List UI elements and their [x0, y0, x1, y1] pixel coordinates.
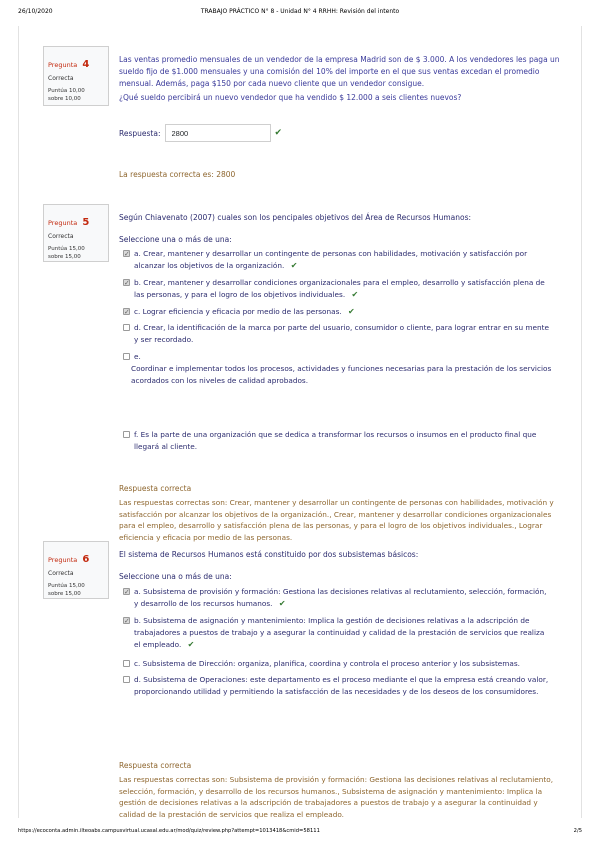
question-number: 4 — [82, 59, 90, 70]
correct-check-icon: ✔ — [278, 599, 286, 608]
print-header — [18, 8, 582, 20]
question-number: 6 — [82, 554, 90, 565]
content-frame — [18, 26, 582, 818]
correct-answer-title: Respuesta correcta — [119, 761, 192, 770]
correct-check-icon: ✔ — [290, 261, 298, 270]
option-label: b. Subsistema de asignación y mantenimiento: Implica la gestión de decisiones relativas a la adscripción de trabajadores a puestos de trabajo y a asegurar la continuidad y calidad de la prestación de servicios que realiza el empleado. — [134, 616, 545, 649]
select-prompt: Seleccione una o más de una: — [119, 572, 232, 581]
correct-answer-title: Respuesta correcta — [119, 484, 192, 493]
correct-answer-text: Las respuestas correctas son: Crear, mantener y desarrollar un contingente de personas con habilidades, motivación y satisfacción por alcanzar los objetivos de la organización., Crear, mantener y desarrollar condiciones organizacionales para el empleo, desarrollo y satisfacción plena de las personas, y para el logro de los objetivos individuales., Lograr eficiencia y eficacia por medio de las personas. — [119, 498, 554, 542]
question-info-6 — [43, 541, 109, 599]
grade-line-1: Puntúa 10,00 — [48, 88, 85, 94]
question-label: Pregunta — [48, 219, 78, 227]
answer-label: Respuesta: — [119, 128, 161, 138]
question-state: Correcta — [48, 570, 74, 577]
select-prompt: Seleccione una o más de una: — [119, 235, 232, 244]
option-description: Coordinar e implementar todos los procesos, actividades y funciones necesarias para la prestación de los servicios acordados con los niveles de calidad aprobados. — [131, 364, 552, 385]
print-footer — [18, 828, 582, 838]
checkbox-checked[interactable] — [123, 617, 130, 624]
question-state: Correcta — [48, 233, 74, 240]
question-6 — [39, 541, 569, 819]
option-label: d. Crear, la identificación de la marca por parte del usuario, consumidor o cliente, para lograr entrar en su mente y ser recordado. — [134, 323, 549, 344]
checkbox-checked[interactable] — [123, 279, 130, 286]
option-label: f. Es la parte de una organización que se dedica a transformar los recursos o insumos en el producto final que llegará al cliente. — [134, 430, 537, 451]
correct-answer-feedback: La respuesta correcta es: 2800 — [119, 170, 236, 179]
question-grade — [48, 582, 104, 598]
option-label: d. Subsistema de Operaciones: este departamento es el proceso mediante el que la empresa está creando valor, proporcionando utilidad y permitiendo la satisfacción de las necesidades y de los deseos de los consumidores. — [134, 675, 549, 696]
answer-options — [119, 248, 569, 478]
question-grade — [48, 245, 104, 261]
checkbox-unchecked[interactable] — [123, 676, 130, 683]
question-grade — [48, 87, 104, 103]
option-label: e. — [134, 352, 141, 361]
grade-line-1: Puntúa 15,00 — [48, 246, 85, 252]
grade-line-1: Puntúa 15,00 — [48, 583, 85, 589]
correct-check-icon: ✔ — [351, 290, 359, 299]
answer-options — [119, 586, 569, 716]
option-label: c. Subsistema de Dirección: organiza, planifica, coordina y controla el proceso anterior y los subsistemas. — [134, 659, 521, 668]
correct-check-icon: ✔ — [274, 128, 283, 138]
question-text: Las ventas promedio mensuales de un vendedor de la empresa Madrid son de $ 3.000. A los vendedores les paga un sueldo fijo de $1.000 mensuales y una comisión del 10% del importe en el que sus ventas excedan el promedio mensual. Además, paga $150 por cada nuevo cliente que un vendedor consigue. — [119, 55, 560, 88]
question-text: El sistema de Recursos Humanos está constituido por dos subsistemas básicos: — [119, 550, 419, 559]
question-4 — [39, 46, 569, 206]
question-number: 5 — [82, 217, 90, 228]
print-page-number: 2/5 — [573, 828, 582, 834]
answer-input[interactable] — [165, 124, 271, 142]
question-label: Pregunta — [48, 556, 78, 564]
grade-line-2: sobre 10,00 — [48, 96, 81, 102]
print-date: 26/10/2020 — [18, 8, 53, 15]
grade-line-2: sobre 15,00 — [48, 254, 81, 260]
print-url: https://ecoconta.admin.ilteoabs.campusvirtual.ucasal.edu.ar/mod/quiz/review.php?attempt=1013418&cmid=58111 — [18, 828, 320, 834]
checkbox-unchecked[interactable] — [123, 660, 130, 667]
print-title: TRABAJO PRÁCTICO N° 8 - Unidad N° 4 RRHH: Revisión del intento — [200, 8, 400, 15]
question-info-4 — [43, 46, 109, 106]
option-label: c. Lograr eficiencia y eficacia por medio de las personas. — [134, 307, 342, 316]
question-state: Correcta — [48, 75, 74, 82]
question-label: Pregunta — [48, 61, 78, 69]
question-5 — [39, 204, 569, 542]
checkbox-checked[interactable] — [123, 308, 130, 315]
checkbox-checked[interactable] — [123, 250, 130, 257]
answer-row — [119, 124, 282, 142]
checkbox-checked[interactable] — [123, 588, 130, 595]
checkbox-unchecked[interactable] — [123, 431, 130, 438]
question-prompt: ¿Qué sueldo percibirá un nuevo vendedor que ha vendido $ 12.000 a seis clientes nuevos? — [119, 93, 462, 102]
correct-answer-text: Las respuestas correctas son: Subsistema de provisión y formación: Gestiona las decisiones relativas al reclutamiento, selección, formación, y desarrollo de los recursos humanos., Subsistema de asignación y mantenimiento: Implica la gestión de decisiones relativas a la adscripción de trabajadores a puestos de trabajo y a asegurar la continuidad y calidad de la prestación de servicios que realiza el empleado. — [119, 775, 554, 819]
question-text: Según Chiavenato (2007) cuales son los pencipales objetivos del Área de Recursos Humanos: — [119, 213, 472, 222]
correct-check-icon: ✔ — [348, 307, 355, 316]
option-label: b. Crear, mantener y desarrollar condiciones organizacionales para el empleo, desarrollo y satisfacción plena de las personas, y para el logro de los objetivos individuales. — [134, 278, 545, 299]
option-label: a. Subsistema de provisión y formación: Gestiona las decisiones relativas al reclutamiento, selección, formación, y desarrollo de los recursos humanos. — [134, 587, 547, 608]
correct-check-icon: ✔ — [187, 640, 195, 649]
grade-line-2: sobre 15,00 — [48, 591, 81, 597]
question-info-5 — [43, 204, 109, 262]
option-label: a. Crear, mantener y desarrollar un contingente de personas con habilidades, motivación y satisfacción por alcanzar los objetivos de la organización. — [134, 249, 528, 270]
checkbox-unchecked[interactable] — [123, 353, 130, 360]
checkbox-unchecked[interactable] — [123, 324, 130, 331]
